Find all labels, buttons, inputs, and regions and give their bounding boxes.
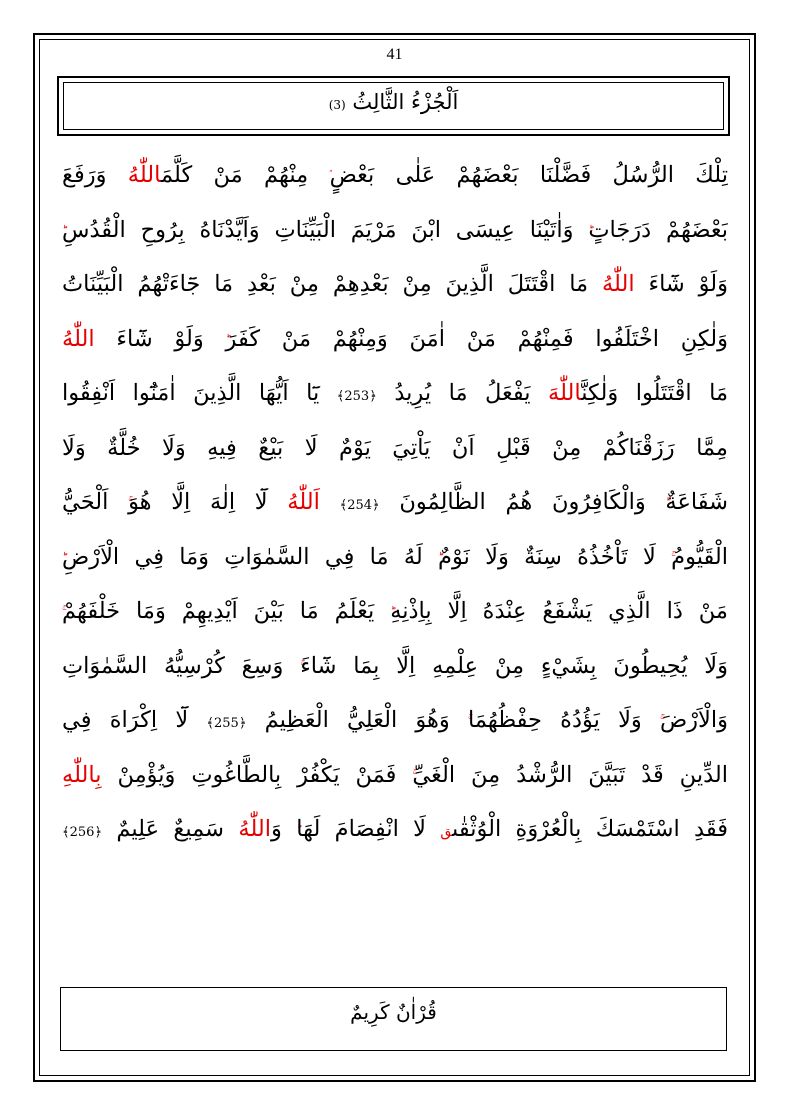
verse-line-11: وَالْاَرْضَ وَلَا يَؤُدُهُ حِفْظُهُمَا وَهُوَ الْعَلِيُّ الْعَظِيمُ ﴿255﴾ لَٓا اِكْرَاهَ فِي bbox=[62, 707, 728, 733]
page-number: 41 bbox=[386, 46, 403, 63]
juz-number: (3) bbox=[328, 98, 346, 112]
verse-line-9: مَنْ ذَا الَّذِي يَشْفَعُ عِنْدَهُ اِلَّا بِاِذْنِهِ يَعْلَمُ مَا بَيْنَ اَيْدِيهِمْ وَمَا خَلْفَهُمْ bbox=[62, 598, 728, 624]
footer-title: قُرْاٰنٌ كَرِيمٌ bbox=[350, 1000, 437, 1024]
verse-line-10: وَلَا يُحِيطُونَ بِشَيْءٍ مِنْ عِلْمِهِ اِلَّا بِمَا شَٓاءَ وَسِعَ كُرْسِيُّهُ السَّمٰوَاتِ bbox=[62, 652, 728, 679]
verse-line-7: شَفَاعَةٌ وَالْكَافِرُونَ هُمُ الظَّالِمُونَ ﴿254﴾ اَللّٰهُ لَٓا اِلٰهَ اِلَّا هُوَ اَلْحَيُّ bbox=[62, 489, 728, 515]
verse-text-block bbox=[62, 148, 728, 857]
verse-line-5: مَا اقْتَتَلُوا وَلٰكِنَّاللّٰهَ يَفْعَلُ مَا يُرِيدُ ﴿253﴾ يَٓا اَيُّهَا الَّذِينَ اٰمَنُٓوا اَنْفِقُوا bbox=[62, 380, 728, 406]
verse-line-3: وَلَوْ شَٓاءَ اللّٰهُ مَا اقْتَتَلَ الَّذِينَ مِنْ بَعْدِهِمْ مِنْ بَعْدِ مَا جَٓاءَتْهُمُ الْبَيِّنَاتُ bbox=[62, 271, 728, 297]
juz-title-text: اَلْجُزْءُ الثَّالِثُ bbox=[352, 90, 459, 114]
verse-line-4: وَلٰكِنِ اخْتَلَفُوا فَمِنْهُمْ مَنْ اٰمَنَ وَمِنْهُمْ مَنْ كَفَرَ وَلَوْ شَٓاءَ اللّٰهُ bbox=[62, 325, 728, 352]
pause-mark: ق bbox=[440, 824, 453, 840]
verse-line-6: مِمَّا رَزَقْنَاكُمْ مِنْ قَبْلِ اَنْ يَاْتِيَ يَوْمٌ لَا بَيْعٌ فِيهِ وَلَا خُلَّةٌ وَلَا bbox=[62, 434, 728, 461]
divine-name: اللّٰهُ bbox=[238, 816, 271, 842]
verse-line-1: تِلْكَ الرُّسُلُ فَضَّلْنَا بَعْضَهُمْ عَلٰى بَعْضٍ مِنْهُمْ مَنْ كَلَّمَاللّٰهُ وَرَفَعَ bbox=[62, 162, 728, 188]
verse-line-12: الدِّينِ قَدْ تَبَيَّنَ الرُّشْدُ مِنَ الْغَيِّ فَمَنْ يَكْفُرْ بِالطَّاغُوتِ وَيُؤْمِنْ بِاللّٰهِ bbox=[62, 761, 728, 788]
divine-name: اللّٰهُ bbox=[127, 162, 162, 188]
divine-name: بِاللّٰهِ bbox=[62, 761, 102, 788]
ayah-number-256: ﴿256﴾ bbox=[62, 825, 103, 840]
divine-name: اللّٰهُ bbox=[601, 271, 635, 297]
ayah-number-253: ﴿253﴾ bbox=[336, 389, 377, 404]
divine-name: اللّٰهَ bbox=[548, 380, 582, 406]
ayah-number-254: ﴿254﴾ bbox=[339, 498, 380, 513]
divine-name: اللّٰهُ bbox=[62, 325, 95, 352]
divine-name: اَللّٰهُ bbox=[287, 489, 320, 515]
ayah-number-255: ﴿255﴾ bbox=[206, 716, 247, 731]
juz-title bbox=[63, 90, 724, 114]
verse-line-2: بَعْضَهُمْ دَرَجَاتٍ وَاٰتَيْنَا عِيسَى ابْنَ مَرْيَمَ الْبَيِّنَاتِ وَاَيَّدْنَاهُ بِرُوحِ الْقُدُسِ bbox=[62, 216, 728, 243]
verse-line-8: الْقَيُّومُ لَا تَاْخُذُهُ سِنَةٌ وَلَا نَوْمٌ لَهُ مَا فِي السَّمٰوَاتِ وَمَا فِي الْاَرْضِ bbox=[62, 543, 728, 570]
verse-line-13: فَقَدِ اسْتَمْسَكَ بِالْعُرْوَةِ الْوُثْقٰىق لَا انْفِصَامَ لَهَا وَاللّٰهُ سَمِيعٌ عَلِيمٌ ﴿256﴾ bbox=[62, 816, 728, 842]
